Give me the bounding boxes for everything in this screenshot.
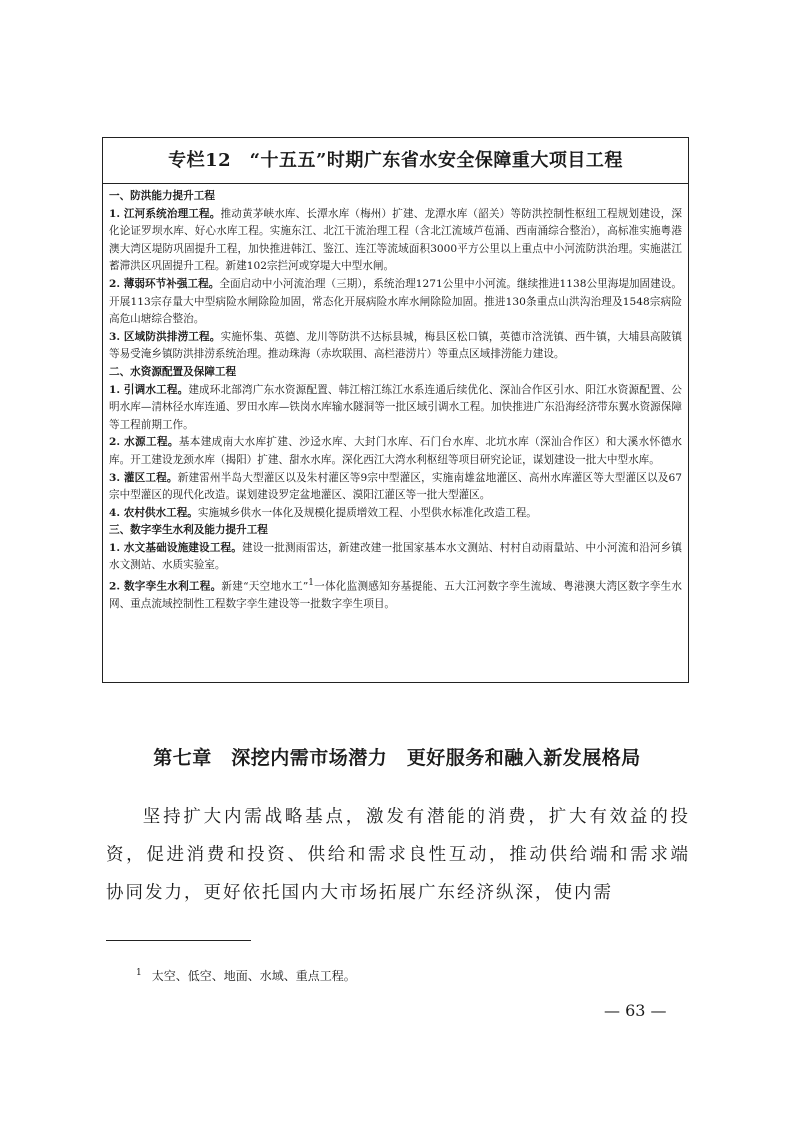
item-label: 2. 薄弱环节补强工程。 [109, 277, 220, 290]
project-box [102, 137, 689, 683]
item-text: 新建“天空地水工” [221, 580, 309, 593]
item-text: 全面启动中小河流治理（三期），系统治理1271公里中小河流。继续推进1138公里海堤加固建设。开展113宗存量大中型病险水闸除险加固，常态化开展病险水库水闸除险加固。推进130条重点山洪沟治理及1548宗病险高危山塘综合整治。 [109, 277, 683, 326]
item-label: 4. 农村供水工程。 [109, 506, 198, 519]
section-heading-flood: 一、防洪能力提升工程 [109, 190, 215, 202]
item-water-source [109, 434, 682, 469]
footnote-text: 太空、低空、地面、水域、重点工程。 [151, 969, 356, 983]
item-hydrology [109, 540, 682, 575]
item-label: 1. 引调水工程。 [109, 383, 189, 396]
box-body [103, 184, 688, 614]
footnote-mark: 1 [136, 968, 142, 978]
body-paragraph [106, 798, 690, 912]
section-heading-water-resources: 二、水资源配置及保障工程 [109, 365, 237, 378]
item-text: 基本建成南大水库扩建、沙迳水库、大封门水库、石门台水库、北坑水库（深汕合作区）和大溪水怀德水库。开工建设龙颈水库（揭阳）扩建、甜水水库。深化西江大湾水利枢纽等项目研究论证，谋划建设一批大中型水库。 [109, 436, 683, 466]
box-title: 专栏12 “十五五”时期广东省水安全保障重大项目工程 [103, 138, 688, 184]
item-text: 一体化监测感知夯基提能、五大江河数字孪生流域、粤港澳大湾区数字孪生水网、重点流域控制性工程数字孪生建设等一批数字孪生项目。 [109, 580, 682, 611]
item-text: 新建雷州半岛大型灌区以及朱村灌区等9宗中型灌区，实施南雄盆地灌区、高州水库灌区等大型灌区以及67宗中型灌区的现代化改造。谋划建设罗定盆地灌区、漠阳江灌区等一批大型灌区。 [109, 471, 683, 502]
footnote [136, 967, 356, 984]
item-water-diversion [109, 382, 682, 435]
footnote-divider [106, 940, 251, 941]
section-heading-digital-twin: 三、数字孪生水利及能力提升工程 [109, 524, 268, 537]
item-text: 实施城乡供水一体化及规模化提质增效工程、小型供水标准化改造工程。 [197, 506, 537, 519]
item-rural-water [109, 505, 682, 523]
chapter-title: 第七章 深挖内需市场潜力 更好服务和融入新发展格局 [153, 747, 641, 769]
item-weak-links [109, 276, 682, 329]
item-label: 3. 区域防洪排涝工程。 [109, 330, 221, 343]
item-digital-twin [109, 575, 682, 614]
item-label: 2. 数字孪生水利工程。 [109, 580, 222, 593]
item-text: 建设一批测雨雷达，新建改建一批国家基本水文测站、村村自动雨量站、中小河流和沿河乡镇水文测站、水质实验室。 [109, 541, 682, 572]
item-label: 3. 灌区工程。 [109, 471, 178, 484]
item-label: 2. 水源工程。 [109, 436, 179, 449]
item-irrigation [109, 470, 682, 505]
footnote-ref[interactable]: 1 [308, 578, 314, 589]
item-text: 推动黄茅峡水库、长潭水库（梅州）扩建、龙潭水库（韶关）等防洪控制性枢纽工程规划建设，深化论证罗坝水库、好心水库工程。实施东江、北江干流治理工程（含北江流域芦苞涌、西南涌综合整治），高标准实施粤港澳大湾区堤防巩固提升工程，加快推进韩江、鉴江、连江等流域面积3000平方公里以上重点中小河流防洪治理。实施湛江蓄滞洪区巩固提升工程。新建102宗拦河或穿堤大中型水闸。 [109, 207, 682, 273]
item-text: 建成环北部湾广东水资源配置、韩江榕江练江水系连通后续优化、深汕合作区引水、阳江水资源配置、公明水库—清林径水库连通、罗田水库—铁岗水库输水隧洞等一批区域引调水工程。加快推进广东沿海经济带东翼水资源保障等工程前期工作。 [109, 383, 683, 431]
item-label: 1. 江河系统治理工程。 [109, 207, 221, 220]
item-river-governance [109, 206, 682, 276]
paragraph-text: 坚持扩大内需战略基点，激发有潜能的消费，扩大有效益的投资，促进消费和投资、供给和需求良性互动，推动供给端和需求端协同发力，更好依托国内大市场拓展广东经济纵深，使内需 [106, 807, 690, 903]
page-number: — 63 — [604, 1001, 667, 1020]
item-label: 1. 水文基础设施建设工程。 [109, 541, 242, 554]
item-text: 实施怀集、英德、龙川等防洪不达标县城，梅县区松口镇，英德市浛洸镇、西牛镇，大埔县高陂镇等易受淹乡镇防洪排涝系统治理。推动珠海（赤坎联围、高栏港涝片）等重点区域排涝能力建设。 [109, 330, 682, 361]
item-regional-drainage [109, 329, 682, 364]
